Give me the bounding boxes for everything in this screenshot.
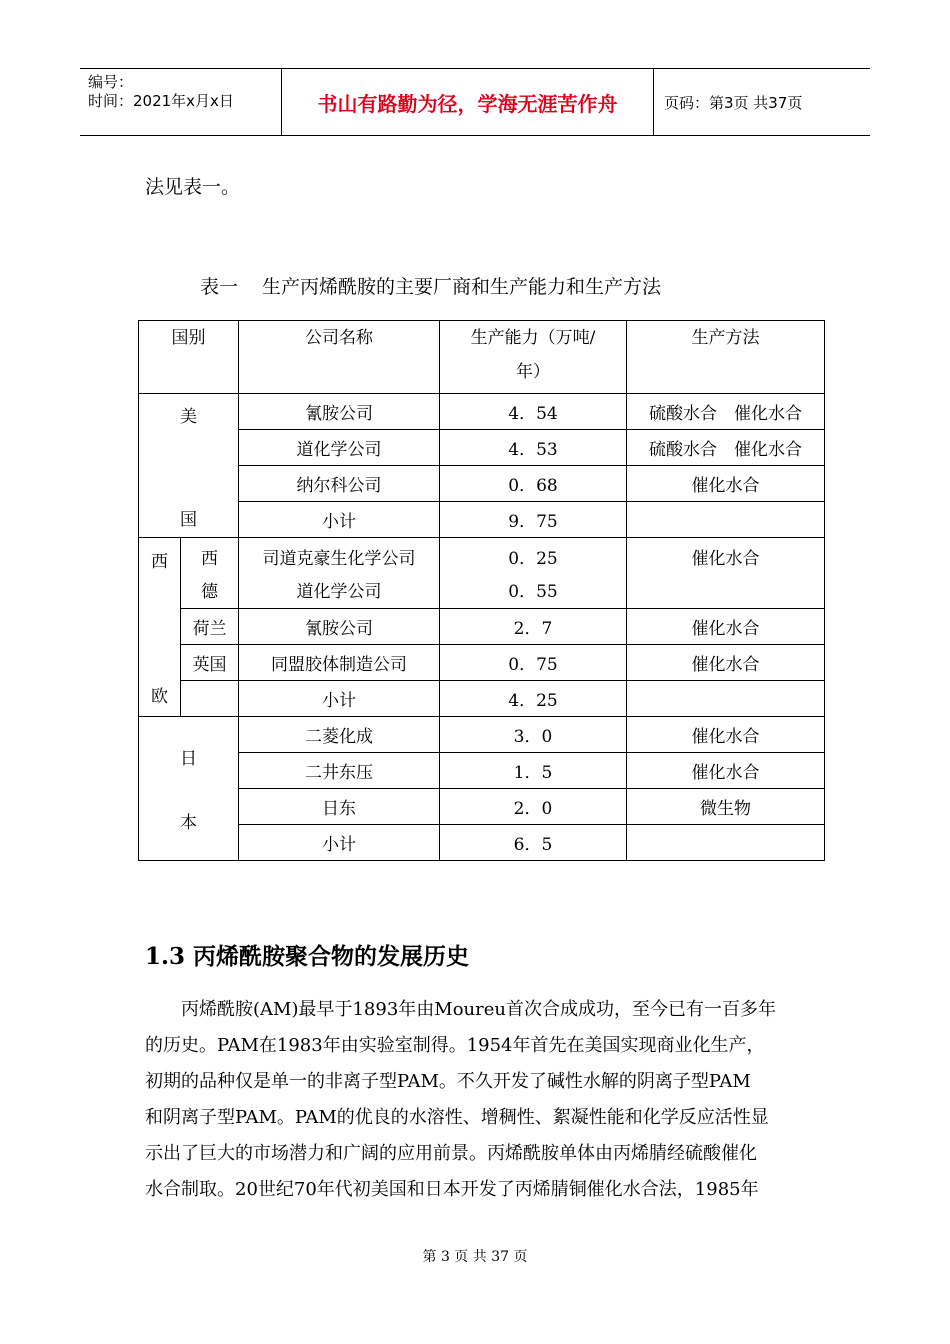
company-cell	[239, 538, 440, 609]
company-cell: 氰胺公司	[239, 394, 440, 430]
table-row	[139, 645, 825, 681]
body-line: 示出了巨大的市场潜力和广阔的应用前景。丙烯酰胺单体由丙烯腈经硫酸催化	[145, 1143, 757, 1164]
table-row	[139, 394, 825, 430]
table-row	[139, 609, 825, 645]
germany-company-2: 道化学公司	[296, 582, 382, 602]
region-usa	[139, 394, 239, 538]
header-meta	[80, 69, 282, 135]
country-netherlands: 荷兰	[181, 609, 239, 645]
section-title: 1.3 丙烯酰胺聚合物的发展历史	[145, 943, 470, 970]
method-cell	[627, 681, 825, 717]
company-cell: 同盟胶体制造公司	[239, 645, 440, 681]
table-row	[139, 466, 825, 502]
germany-char2: 德	[201, 582, 218, 602]
method-cell: 催化水合	[627, 753, 825, 789]
region-japan	[139, 717, 239, 861]
method-cell: 催化水合	[627, 717, 825, 753]
method-cell: 催化水合	[627, 609, 825, 645]
region-europe-char1: 西	[151, 552, 168, 572]
capacity-cell: 1．5	[440, 753, 627, 789]
body-line: 丙烯酰胺(AM)最早于1893年由Moureu首次合成成功，至今已有一百多年	[145, 999, 776, 1020]
header-motto: 书山有路勤为径，学海无涯苦作舟	[282, 69, 654, 135]
capacity-cell: 4．54	[440, 394, 627, 430]
country-empty	[181, 681, 239, 717]
region-japan-char2: 本	[180, 813, 197, 833]
capacity-cell: 4．53	[440, 430, 627, 466]
header-capacity-line2: 年）	[516, 362, 550, 382]
region-europe-char2: 欧	[151, 687, 168, 707]
header-method: 生产方法	[627, 321, 825, 394]
germany-capacity-2: 0．55	[508, 582, 558, 602]
country-germany	[181, 538, 239, 609]
table-row	[139, 825, 825, 861]
company-cell: 道化学公司	[239, 430, 440, 466]
table-row	[139, 789, 825, 825]
capacity-cell	[440, 538, 627, 609]
method-cell: 微生物	[627, 789, 825, 825]
capacity-cell: 0．75	[440, 645, 627, 681]
table-header-row	[139, 321, 825, 394]
header-company: 公司名称	[239, 321, 440, 394]
table-row	[139, 430, 825, 466]
table-row	[139, 538, 825, 609]
germany-capacity-1: 0．25	[508, 549, 558, 569]
company-cell: 小计	[239, 825, 440, 861]
capacity-cell: 2．0	[440, 789, 627, 825]
germany-char1: 西	[201, 549, 218, 569]
header-capacity-line1: 生产能力（万吨/	[470, 328, 596, 348]
capacity-cell: 9．75	[440, 502, 627, 538]
company-cell: 小计	[239, 502, 440, 538]
table-row	[139, 681, 825, 717]
body-paragraph	[145, 992, 810, 1208]
germany-company-1: 司道克豪生化学公司	[262, 549, 416, 569]
capacity-cell: 0．68	[440, 466, 627, 502]
company-cell: 二菱化成	[239, 717, 440, 753]
body-line: 和阴离子型PAM。PAM的优良的水溶性、增稠性、絮凝性能和化学反应活性显	[145, 1107, 769, 1128]
page-footer: 第 3 页 共 37 页	[422, 1249, 528, 1265]
body-line: 水合制取。20世纪70年代初美国和日本开发了丙烯腈铜催化水合法，1985年	[145, 1179, 759, 1200]
company-cell: 二井东压	[239, 753, 440, 789]
header-country: 国别	[139, 321, 239, 394]
capacity-cell: 3．0	[440, 717, 627, 753]
body-line: 的历史。PAM在1983年由实验室制得。1954年首先在美国实现商业化生产，	[145, 1035, 765, 1056]
table-row	[139, 753, 825, 789]
company-cell: 纳尔科公司	[239, 466, 440, 502]
table-title-prefix: 表一	[200, 276, 239, 298]
number-label: 编号：	[88, 73, 134, 91]
body-line: 初期的品种仅是单一的非离子型PAM。不久开发了碱性水解的阴离子型PAM	[145, 1071, 751, 1092]
method-cell: 催化水合	[627, 466, 825, 502]
region-usa-char1: 美	[180, 406, 197, 427]
time-label: 时间：2021年x月x日	[88, 92, 234, 110]
header-page-info: 页码：第3页 共37页	[664, 93, 803, 112]
region-europe	[139, 538, 181, 717]
company-cell: 小计	[239, 681, 440, 717]
country-uk: 英国	[181, 645, 239, 681]
region-japan-char1: 日	[180, 749, 197, 769]
method-cell: 硫酸水合 催化水合	[627, 394, 825, 430]
region-usa-char2: 国	[180, 509, 197, 530]
method-cell: 催化水合	[627, 645, 825, 681]
table-row	[139, 717, 825, 753]
method-cell: 催化水合	[627, 538, 825, 609]
table-row	[139, 502, 825, 538]
intro-text: 法见表一。	[145, 176, 241, 198]
method-cell	[627, 825, 825, 861]
method-cell: 硫酸水合 催化水合	[627, 430, 825, 466]
method-cell	[627, 502, 825, 538]
capacity-cell: 4．25	[440, 681, 627, 717]
producers-table	[138, 320, 825, 861]
company-cell: 日东	[239, 789, 440, 825]
header-capacity	[440, 321, 627, 394]
table-title	[200, 272, 661, 299]
company-cell: 氰胺公司	[239, 609, 440, 645]
capacity-cell: 6．5	[440, 825, 627, 861]
capacity-cell: 2．7	[440, 609, 627, 645]
table-title-text: 生产丙烯酰胺的主要厂商和生产能力和生产方法	[262, 276, 662, 298]
page-header	[80, 68, 870, 136]
